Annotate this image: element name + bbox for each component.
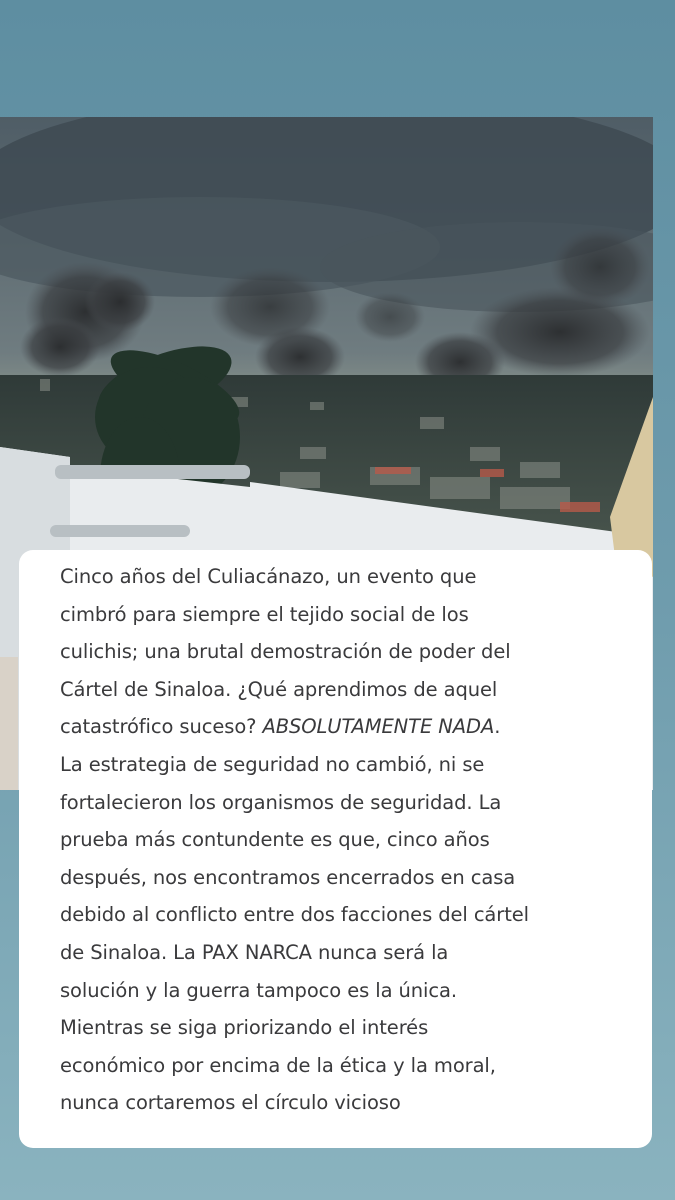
caption-emphasis: ABSOLUTAMENTE NADA: [262, 715, 495, 739]
caption-line: [60, 708, 628, 746]
caption-segment: catastrófico suceso?: [60, 715, 263, 739]
caption-line: de Sinaloa. La PAX NARCA nunca será la: [60, 940, 449, 964]
caption-line: económico por encima de la ética y la moral,: [60, 1053, 496, 1077]
caption-line: fortalecieron los organismos de seguridad. La: [60, 790, 502, 814]
caption-line: debido al conflicto entre dos facciones del cártel: [60, 903, 529, 927]
caption-line: nunca cortaremos el círculo vicioso: [60, 1091, 401, 1115]
caption-line: prueba más contundente es que, cinco años: [60, 828, 490, 852]
caption-text: [60, 558, 628, 1122]
caption-line: cimbró para siempre el tejido social de los: [60, 602, 469, 626]
caption-line: culichis; una brutal demostración de poder del: [60, 640, 511, 664]
caption-line: después, nos encontramos encerrados en casa: [60, 865, 516, 889]
caption-line: solución y la guerra tampoco es la única.: [60, 978, 457, 1002]
caption-card: [19, 550, 652, 1148]
caption-line: Mientras se siga priorizando el interés: [60, 1016, 429, 1040]
caption-line: Cártel de Sinaloa. ¿Qué aprendimos de aquel: [60, 677, 498, 701]
caption-line: La estrategia de seguridad no cambió, ni se: [60, 752, 485, 776]
caption-segment: .: [494, 715, 501, 739]
caption-line: Cinco años del Culiacánazo, un evento que: [60, 565, 477, 588]
